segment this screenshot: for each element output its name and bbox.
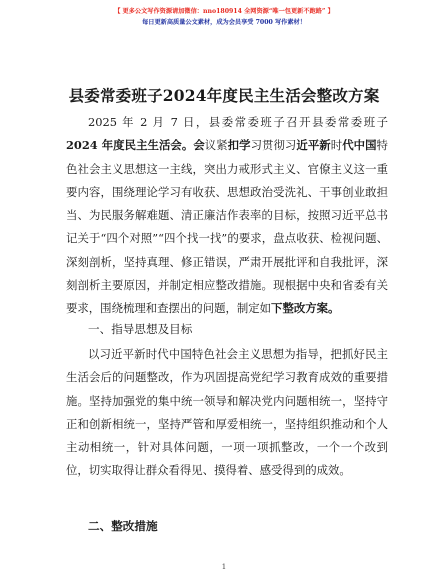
intro-seg-10: 下整改方案。 bbox=[271, 301, 340, 316]
intro-seg-8: 代中国 bbox=[342, 138, 377, 153]
section1-paragraph: 以习近平新时代中国特色社会主义思想为指导，把抓好民主生活会后的问题整改，作为巩固提高党纪学习教育成效的重要措施。坚持加强党的集中统一领导和解决党内问题相统一，坚持守正和创新相统一，坚持严管和厚爱相统一，坚持组织推动和个人主动相统一，针对具体问题，一项一项抓整改，一个一个改到位，切实取得让群众看得见、摸得着、感受得到的成效。 bbox=[66, 347, 388, 478]
page-number: 1 bbox=[221, 563, 227, 571]
intro-seg-6: 近平新 bbox=[296, 138, 331, 153]
intro-seg-3: 议紧 bbox=[204, 138, 228, 153]
section-heading-rectification-measures: 二、整改措施 bbox=[88, 519, 158, 533]
intro-seg-4: 扣学 bbox=[227, 138, 251, 153]
document-title: 县委常委班子2024年度民主生活会整改方案 bbox=[68, 86, 380, 105]
promo-banner-line1: 【 更多公文写作资源请加微信：nno180914 全网资源“唯一包更新不跑路” 】 bbox=[114, 8, 334, 15]
intro-seg-7: 时 bbox=[330, 138, 343, 153]
intro-paragraph bbox=[66, 111, 388, 321]
intro-seg-1: 2025 年 2 月 7 日，县委常委班子召开县委常委班子 bbox=[88, 115, 388, 129]
section-heading-guiding-thought: 一、指导思想及目标 bbox=[88, 322, 193, 336]
intro-seg-9: 特色社会主义思想这一主线，突出力戒形式主义、官僚主义这一重要内容，围绕理论学习有收获、思想政治受洗礼、干事创业敢担当、为民服务解难题、清正廉洁作表率的目标，按照习近平总书记关于“四个对照”“四个找一找”的要求，盘点收获、检视问题、深刻剖析，坚持真理、修正错误，严肃开展批评和自我批评，深刻剖析主要原因，并制定相应整改措施。现根据中央和省委有关要求，围绕梳理和查摆出的问题，制定如 bbox=[66, 138, 388, 316]
promo-banner-line2: 每日更新高质量公文素材，成为会员享受 7000 写作素材！ bbox=[142, 19, 306, 26]
intro-seg-2: 2024 年度民主生活会。会 bbox=[66, 138, 205, 153]
intro-seg-5: 习贯彻习 bbox=[250, 138, 297, 153]
